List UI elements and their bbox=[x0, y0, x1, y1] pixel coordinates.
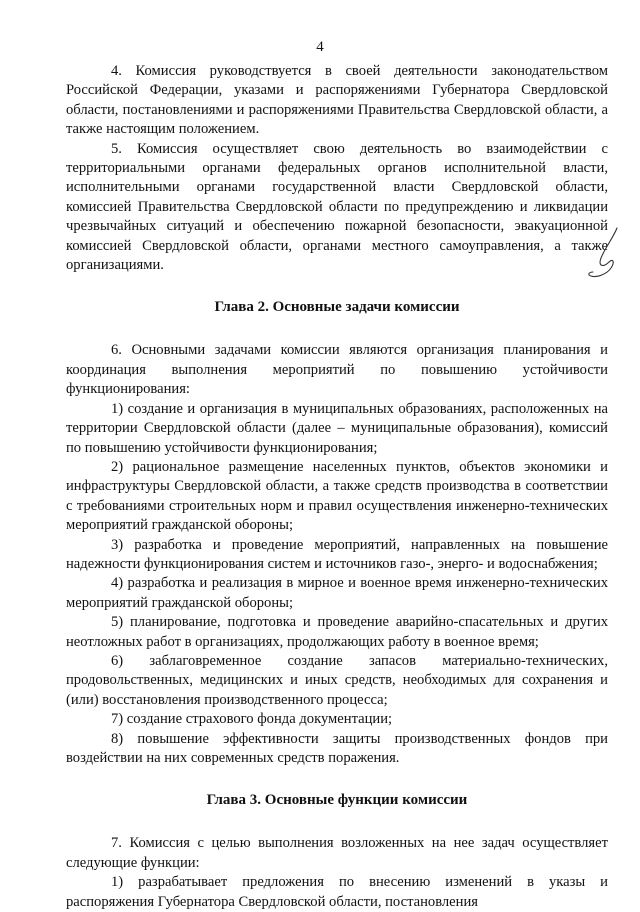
document-body bbox=[66, 62, 608, 912]
list-item-3-1: 1) разрабатывает предложения по внесению изменений в указы и распоряжения Губернатора Свердловской области, постановления bbox=[66, 874, 608, 910]
list-item-3: 3) разработка и проведение мероприятий, направленных на повышение надежности функционирования систем и источников газо-, энерго- и водоснабжения; bbox=[66, 536, 608, 572]
list-item-1: 1) создание и организация в муниципальных образованиях, расположенных на территории Свердловской области (далее – муниципальные образования), комиссий по повышению устойчивости функционирования; bbox=[66, 400, 608, 456]
list-item-7: 7) создание страхового фонда документации; bbox=[111, 711, 393, 728]
paragraph-5: 5. Комиссия осуществляет свою деятельность во взаимодействии с территориальными органами федеральных органов исполнительной власти, исполнительными органами государственной власти Свердловской области, комиссией Правительства Свердловской области по предупреждению и ликвидации чрезвычайных ситуаций и обеспечению пожарной безопасности, эвакуационной комиссией Свердловской области, органами местного самоуправления, а также организациями. bbox=[66, 140, 608, 274]
handwritten-initials-mark bbox=[583, 224, 623, 284]
list-item-8: 8) повышение эффективности защиты производственных фондов при воздействии на них современных средств поражения. bbox=[66, 730, 608, 766]
page-number: 4 bbox=[316, 39, 324, 55]
list-item-5: 5) планирование, подготовка и проведение аварийно-спасательных и других неотложных работ в организациях, продолжающих работу в военное время; bbox=[66, 614, 608, 650]
chapter-3-heading: Глава 3. Основные функции комиссии bbox=[206, 792, 468, 809]
list-item-2: 2) рациональное размещение населенных пунктов, объектов экономики и инфраструктуры Свердловской области, а также средств производства в соответствии с требованиями строительных норм и правил осуществления инженерно-технических мероприятий гражданской обороны; bbox=[66, 458, 608, 534]
list-item-4: 4) разработка и реализация в мирное и военное время инженерно-технических мероприятий гражданской обороны; bbox=[66, 575, 608, 611]
paragraph-6: 6. Основными задачами комиссии являются организация планирования и координация выполнения мероприятий по повышению устойчивости функционирования: bbox=[66, 342, 608, 398]
chapter-2-heading: Глава 2. Основные задачи комиссии bbox=[214, 299, 460, 316]
paragraph-4: 4. Комиссия руководствуется в своей деятельности законодательством Российской Федерации, указами и распоряжениями Губернатора Свердловской области, постановлениями и распоряжениями Правительства Свердловской области, а также настоящим положением. bbox=[66, 63, 608, 138]
list-item-6: 6) заблаговременное создание запасов материально-технических, продовольственных, медицинских и иных средств, необходимых для сохранения и (или) восстановления производственного процесса; bbox=[66, 652, 608, 708]
paragraph-7: 7. Комиссия с целью выполнения возложенных на нее задач осуществляет следующие функции: bbox=[66, 835, 608, 871]
